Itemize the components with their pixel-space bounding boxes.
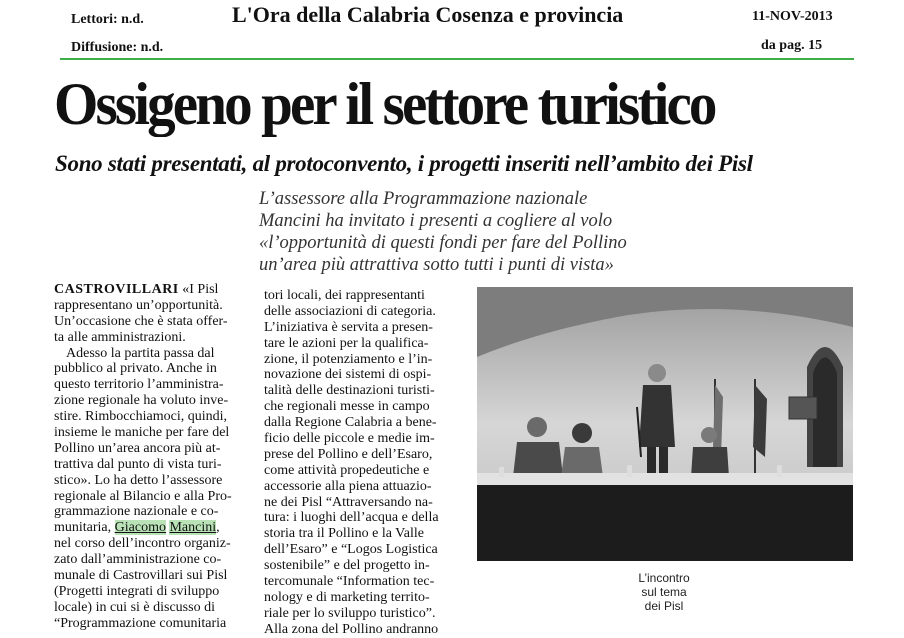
text-line: zato dall’amministrazione co- <box>54 552 222 568</box>
text-line: tori locali, dei rappresentanti <box>264 288 425 303</box>
article-headline: Ossigeno per il settore turistico <box>54 71 715 137</box>
text-line: insieme le maniche per fare del <box>54 425 230 441</box>
text-line: zione, il potenziamento e l’in- <box>264 351 433 367</box>
conference-photo-illustration <box>477 287 853 561</box>
text-line: delle associazioni di categoria. <box>264 303 436 319</box>
text-line: che regionali messe in campo <box>264 399 430 415</box>
text-line: munale di Castrovillari sui Pisl <box>54 568 228 584</box>
text-line: CASTROVILLARI «I Pisl <box>54 282 219 297</box>
text-line: “Programmazione comunitaria <box>54 615 227 631</box>
text-line: ta alle amministrazioni. <box>54 329 186 345</box>
text-line: Adesso la partita passa dal <box>66 345 215 361</box>
text-line: storia tra il Pollino e la Valle <box>264 526 424 542</box>
publication-title: L'Ora della Calabria Cosenza e provincia <box>232 2 624 27</box>
text-line: pubblico al privato. Anche in <box>54 361 217 377</box>
text-line: nel corso dell’incontro organiz- <box>54 536 231 552</box>
text-line: nology e di marketing territo- <box>264 589 430 605</box>
text-line: novazione dei sistemi di ospi- <box>264 367 432 383</box>
text-line: locale) in cui si è discusso di <box>54 599 215 615</box>
text-line: tura: i luoghi dell’acqua e della <box>264 510 439 526</box>
text-line: tercomunale “Information tec- <box>264 574 435 590</box>
text-line: grammazione nazionale e co- <box>54 504 219 520</box>
highlighted-name: Mancini <box>169 520 217 536</box>
text-line: come attività propedeutiche e <box>264 462 430 478</box>
article-kicker <box>259 188 627 276</box>
article-column-1 <box>54 282 244 632</box>
caption-line: sul tema <box>641 585 687 599</box>
dateline-city: CASTROVILLARI <box>54 282 179 297</box>
page-reference: da pag. 15 <box>761 38 823 53</box>
text-line: stico». Lo ha detto l’assessore <box>54 472 223 488</box>
text-line: accessorie alla piena attuazio- <box>264 478 432 494</box>
photo-caption <box>628 571 700 613</box>
kicker-line: Mancini ha invitato i presenti a cogliere al volo <box>259 211 613 231</box>
text-line: prese del Pollino e dell’Esaro, <box>264 446 433 462</box>
text-line: rappresentano un’opportunità. <box>54 297 223 313</box>
text-line: Alla zona del Pollino andranno <box>264 621 439 637</box>
text-line: regionale al Bilancio e alla Pro- <box>54 488 232 504</box>
highlighted-name: Giacomo <box>114 520 166 536</box>
text-line: L’iniziativa è servita a presen- <box>264 319 433 335</box>
text-line: (Progetti integrati di sviluppo <box>54 583 220 599</box>
text-line: ne dei Pisl “Attraversando na- <box>264 494 433 510</box>
header-divider <box>60 58 854 60</box>
text-line: Un’occasione che è stata offer- <box>54 313 228 329</box>
article-subheadline: Sono stati presentati, al protoconvento, i progetti inseriti nell’ambito dei Pisl <box>55 151 753 176</box>
text-line: Pollino un’area ancora più at- <box>54 440 221 456</box>
text-line: stire. Rimbocchiamoci, quindi, <box>54 409 228 425</box>
text-line: munitaria, Giacomo Mancini, <box>54 520 220 536</box>
text-line: ficio delle piccole e medie im- <box>264 431 435 447</box>
text-line: zione regionale ha voluto inve- <box>54 393 229 409</box>
publication-date: 11-NOV-2013 <box>752 9 833 24</box>
kicker-line: «l’opportunità di questi fondi per fare del Pollino <box>259 233 627 253</box>
kicker-line: un’area più attrattiva sotto tutti i punti di vista» <box>259 255 614 275</box>
article-photo <box>477 287 853 561</box>
caption-line: dei Pisl <box>644 599 684 613</box>
article-column-2 <box>264 288 464 638</box>
text-line: talità delle destinazioni turisti- <box>264 383 435 399</box>
text-line: trattiva dal punto di vista turi- <box>54 456 222 472</box>
text-line: riale per lo sviluppo turistico”. <box>264 605 436 621</box>
readers-label: Lettori: n.d. <box>71 12 144 27</box>
caption-line: L’incontro <box>638 571 690 585</box>
text-line: questo territorio l’amministra- <box>54 377 224 393</box>
text-line: dalla Regione Calabria a bene- <box>264 415 437 431</box>
text-line: sostenibile” e del progetto in- <box>264 558 430 574</box>
text-line: dell’Esaro” e “Logos Logistica <box>264 542 438 558</box>
text-line: tare le azioni per la qualifica- <box>264 335 429 351</box>
circulation-label: Diffusione: n.d. <box>71 40 164 55</box>
kicker-line: L’assessore alla Programmazione nazionale <box>259 189 588 209</box>
